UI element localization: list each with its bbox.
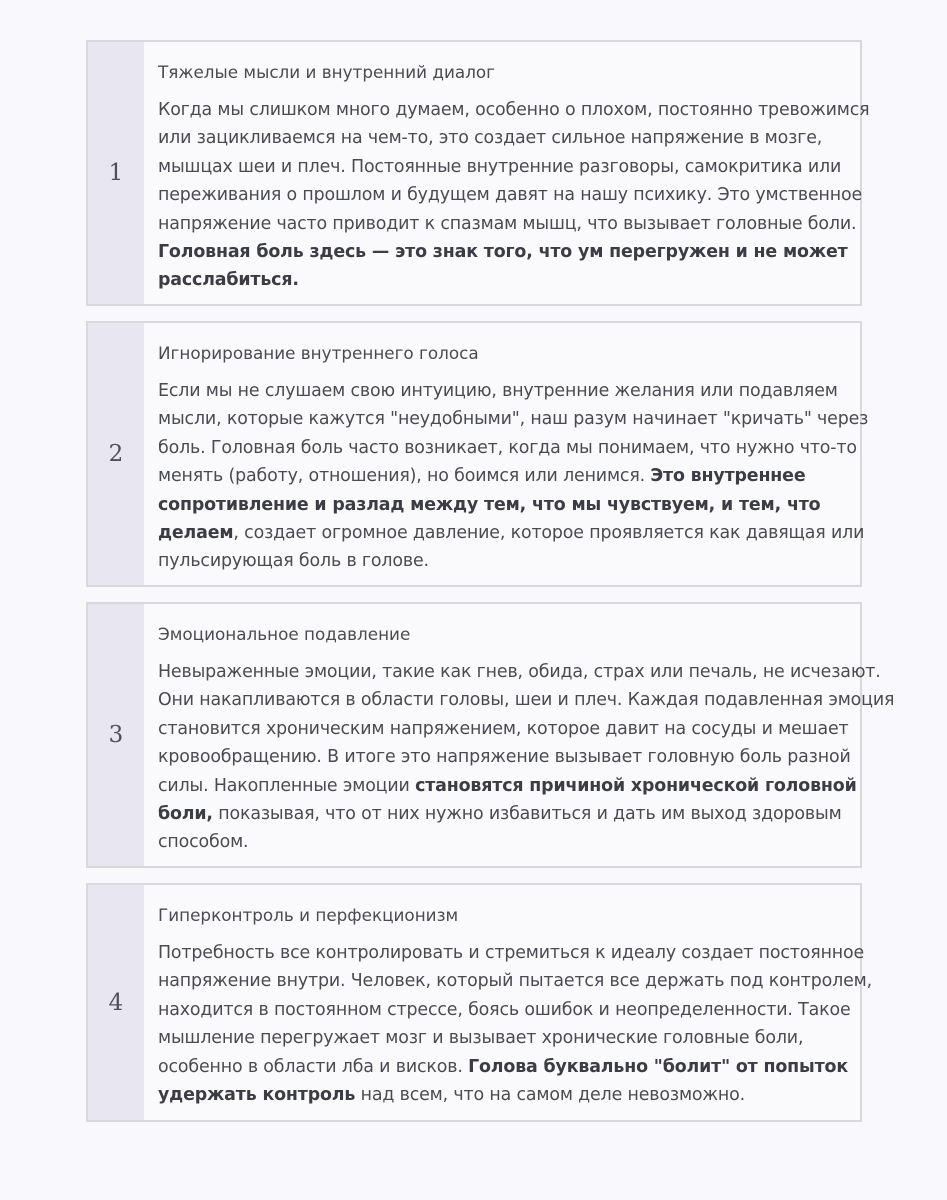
text-line — [158, 266, 869, 294]
text-line — [158, 491, 868, 519]
text-line — [158, 124, 869, 152]
text-run: или зацикливаемся на чем-то, это создает сильное напряжение в мозге, — [158, 128, 823, 149]
text-line — [158, 238, 869, 266]
text-run: мышцах шеи и плеч. Постоянные внутренние разговоры, самокритика или — [158, 156, 842, 177]
text-run: мышление перегружает мозг и вызывает хронические головные боли, — [158, 1028, 804, 1049]
text-line — [158, 967, 872, 995]
text-line — [158, 1081, 872, 1109]
section-title: Эмоциональное подавление — [158, 624, 411, 644]
text-line — [158, 181, 869, 209]
section-body — [144, 42, 869, 304]
section-card-3 — [86, 602, 895, 868]
text-run: мысли, которые кажутся "неудобными", наш разум начинает "кричать" через — [158, 409, 869, 430]
text-run: пульсирующая боль в голове. — [158, 551, 429, 572]
section-text — [158, 96, 869, 295]
bold-text-run: Это внутреннее — [650, 466, 806, 487]
text-run: особенно в области лба и висков. — [158, 1056, 469, 1077]
text-run: Если мы не слушаем свою интуицию, внутренние желания или подавляем — [158, 381, 838, 401]
text-run: способом. — [158, 832, 249, 853]
text-run: становится хроническим напряжением, которое давит на сосуды и мешает — [158, 718, 849, 739]
text-line — [158, 96, 869, 124]
section-card-1 — [86, 40, 870, 306]
section-number: 4 — [108, 989, 124, 1016]
section-title: Гиперконтроль и перфекционизм — [158, 905, 459, 925]
text-line — [158, 519, 868, 547]
text-run: напряжение часто приводит к спазмам мышц, что вызывает головные боли. — [158, 213, 857, 234]
text-run: кровообращению. В итоге это напряжение вызывает головную боль разной — [158, 747, 851, 768]
section-body — [144, 885, 872, 1120]
text-run: силы. Накопленные эмоции — [158, 775, 416, 796]
text-line — [158, 153, 869, 181]
section-card-2 — [86, 321, 869, 587]
bold-text-run: боли, — [158, 804, 213, 825]
section-number: 1 — [108, 160, 124, 186]
text-line — [158, 715, 894, 743]
text-run: боль. Головная боль часто возникает, когда мы понимаем, что нужно что-то — [158, 437, 857, 458]
section-number: 3 — [108, 722, 124, 748]
bold-text-run: Голова буквально "болит" от попыток — [468, 1056, 848, 1077]
text-run: показывая, что от них нужно избавиться и дать им выход здоровым — [212, 804, 842, 825]
text-run: Они накапливаются в области головы, шеи и плеч. Каждая подавленная эмоция — [158, 690, 895, 711]
text-run: находится в постоянном стрессе, боясь ошибок и неопределенности. Такое — [158, 999, 851, 1020]
text-line — [158, 800, 894, 828]
bold-text-run: расслабиться. — [158, 270, 299, 291]
text-line — [158, 939, 872, 967]
section-number-column — [88, 885, 144, 1120]
section-card-4 — [86, 883, 872, 1122]
section-text — [158, 939, 872, 1109]
section-title: Игнорирование внутреннего голоса — [158, 343, 479, 363]
bold-text-run: Головная боль здесь — это знак того, что ум перегружен и не может — [158, 242, 848, 263]
text-run: Потребность все контролировать и стремиться к идеалу создает постоянное — [158, 943, 865, 963]
section-number-column — [88, 604, 144, 866]
section-body — [144, 323, 868, 585]
text-line — [158, 658, 894, 686]
text-line — [158, 210, 869, 238]
text-line — [158, 547, 868, 575]
text-run: менять (работу, отношения), но боимся или ленимся. — [158, 466, 651, 487]
text-line — [158, 772, 894, 800]
text-line — [158, 377, 868, 405]
text-run: напряжение внутри. Человек, который пытается все держать под контролем, — [158, 971, 872, 992]
text-line — [158, 1024, 872, 1052]
text-run: , создает огромное давление, которое проявляется как давящая или — [233, 523, 865, 544]
section-number: 2 — [108, 441, 124, 467]
bold-text-run: удержать контроль — [158, 1085, 356, 1106]
text-line — [158, 462, 868, 490]
bold-text-run: становятся причиной хронической головной — [415, 775, 857, 796]
text-line — [158, 405, 868, 433]
bold-text-run: сопротивление и разлад между тем, что мы чувствуем, и тем, что — [158, 494, 821, 515]
text-run: переживания о прошлом и будущем давят на нашу психику. Это умственное — [158, 185, 863, 206]
text-line — [158, 828, 894, 856]
text-line — [158, 996, 872, 1024]
text-run: Когда мы слишком много думаем, особенно о плохом, постоянно тревожимся — [158, 100, 870, 120]
text-run: над всем, что на самом деле невозможно. — [355, 1085, 746, 1106]
section-title: Тяжелые мысли и внутренний диалог — [158, 62, 496, 82]
text-line — [158, 686, 894, 714]
text-run: Невыраженные эмоции, такие как гнев, обида, страх или печаль, не исчезают. — [158, 662, 881, 682]
section-text — [158, 658, 894, 857]
bold-text-run: делаем — [158, 523, 234, 544]
text-line — [158, 743, 894, 771]
section-number-column — [88, 323, 144, 585]
section-text — [158, 377, 868, 576]
text-line — [158, 1053, 872, 1081]
section-number-column — [88, 42, 144, 304]
section-body — [144, 604, 894, 866]
text-line — [158, 434, 868, 462]
